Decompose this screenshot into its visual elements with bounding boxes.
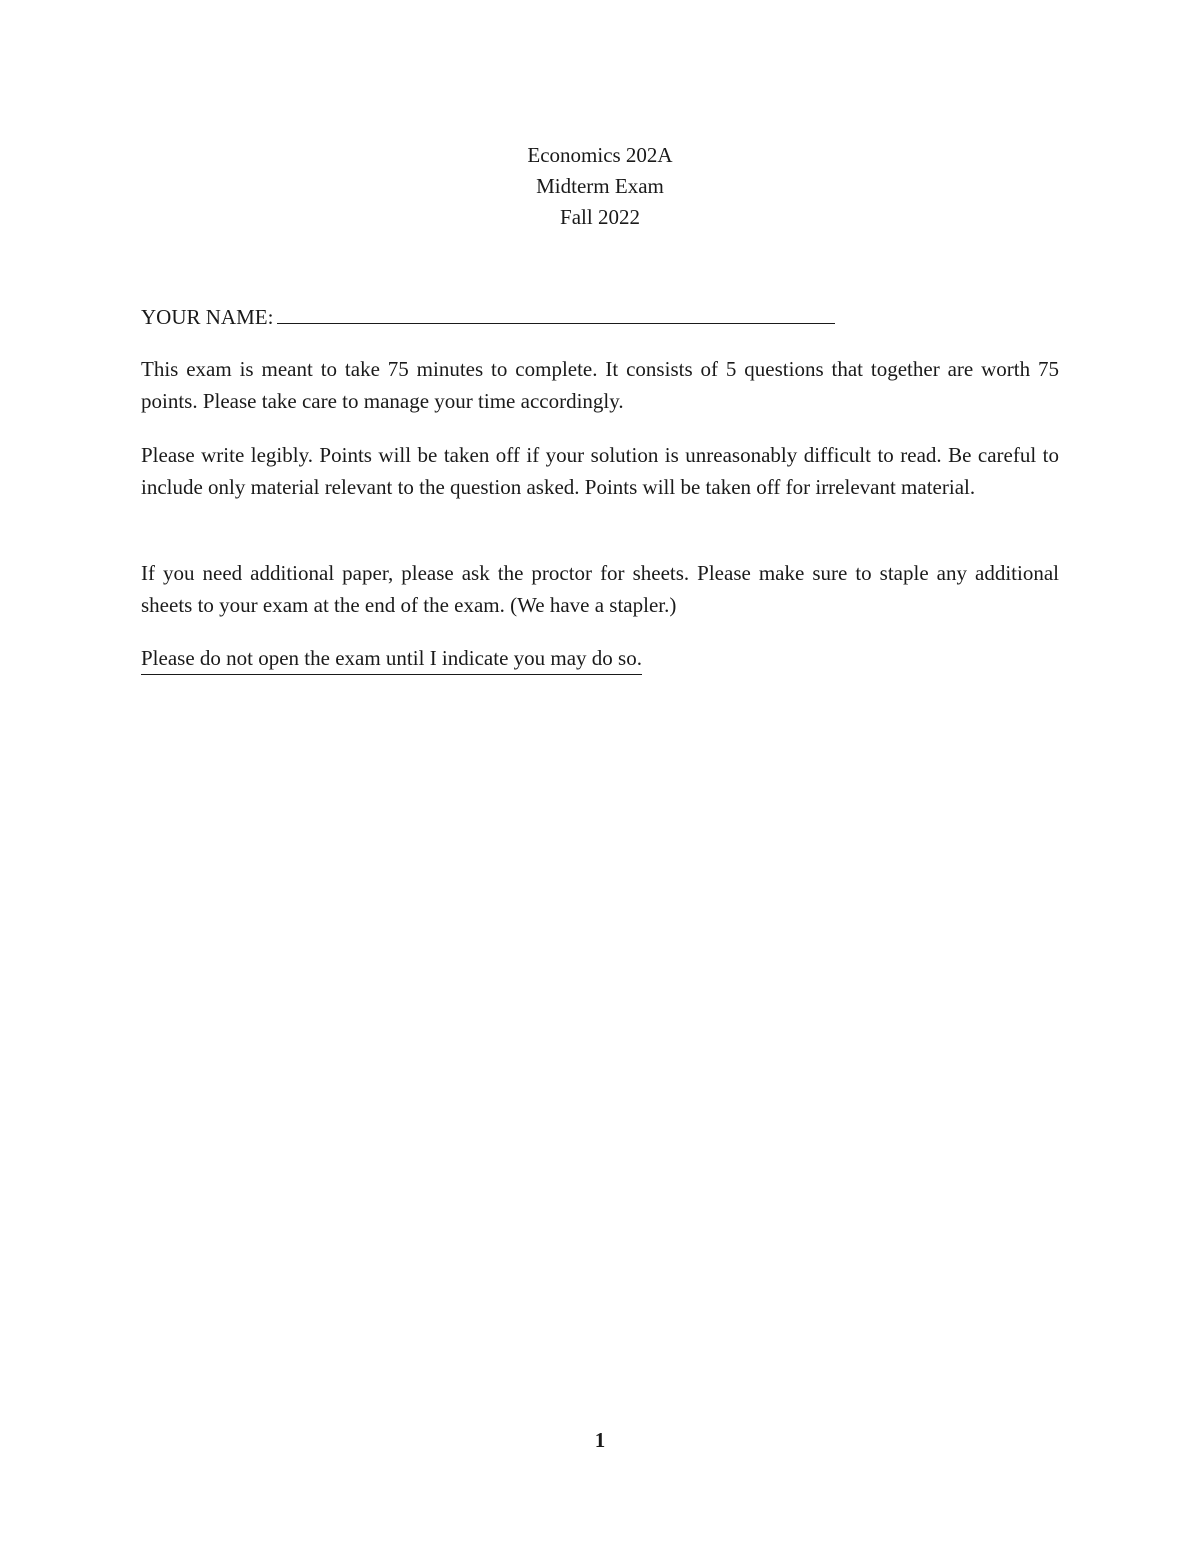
exam-term: Fall 2022 [560, 205, 640, 229]
page-number: 1 [594, 1428, 606, 1452]
course-title: Economics 202A [527, 143, 673, 167]
do-not-open-notice: Please do not open the exam until I indicate you may do so. [141, 643, 642, 675]
name-blank-line[interactable] [277, 305, 835, 324]
instructions-legibility: Please write legibly. Points will be taken off if your solution is unreasonably difficult to read. Be careful to include only material relevant to the question asked. Points will be taken off for irrelevant material. [141, 443, 1059, 499]
instructions-paper: If you need additional paper, please ask the proctor for sheets. Please make sure to staple any additional sheets to your exam at the end of the exam. (We have a stapler.) [141, 561, 1059, 617]
name-field-label: YOUR NAME: [141, 305, 274, 329]
exam-title: Midterm Exam [536, 174, 664, 198]
name-field [141, 302, 835, 332]
exam-header [0, 140, 1200, 233]
instructions-time: This exam is meant to take 75 minutes to complete. It consists of 5 questions that together are worth 75 points. Please take care to manage your time accordingly. [141, 357, 1059, 413]
